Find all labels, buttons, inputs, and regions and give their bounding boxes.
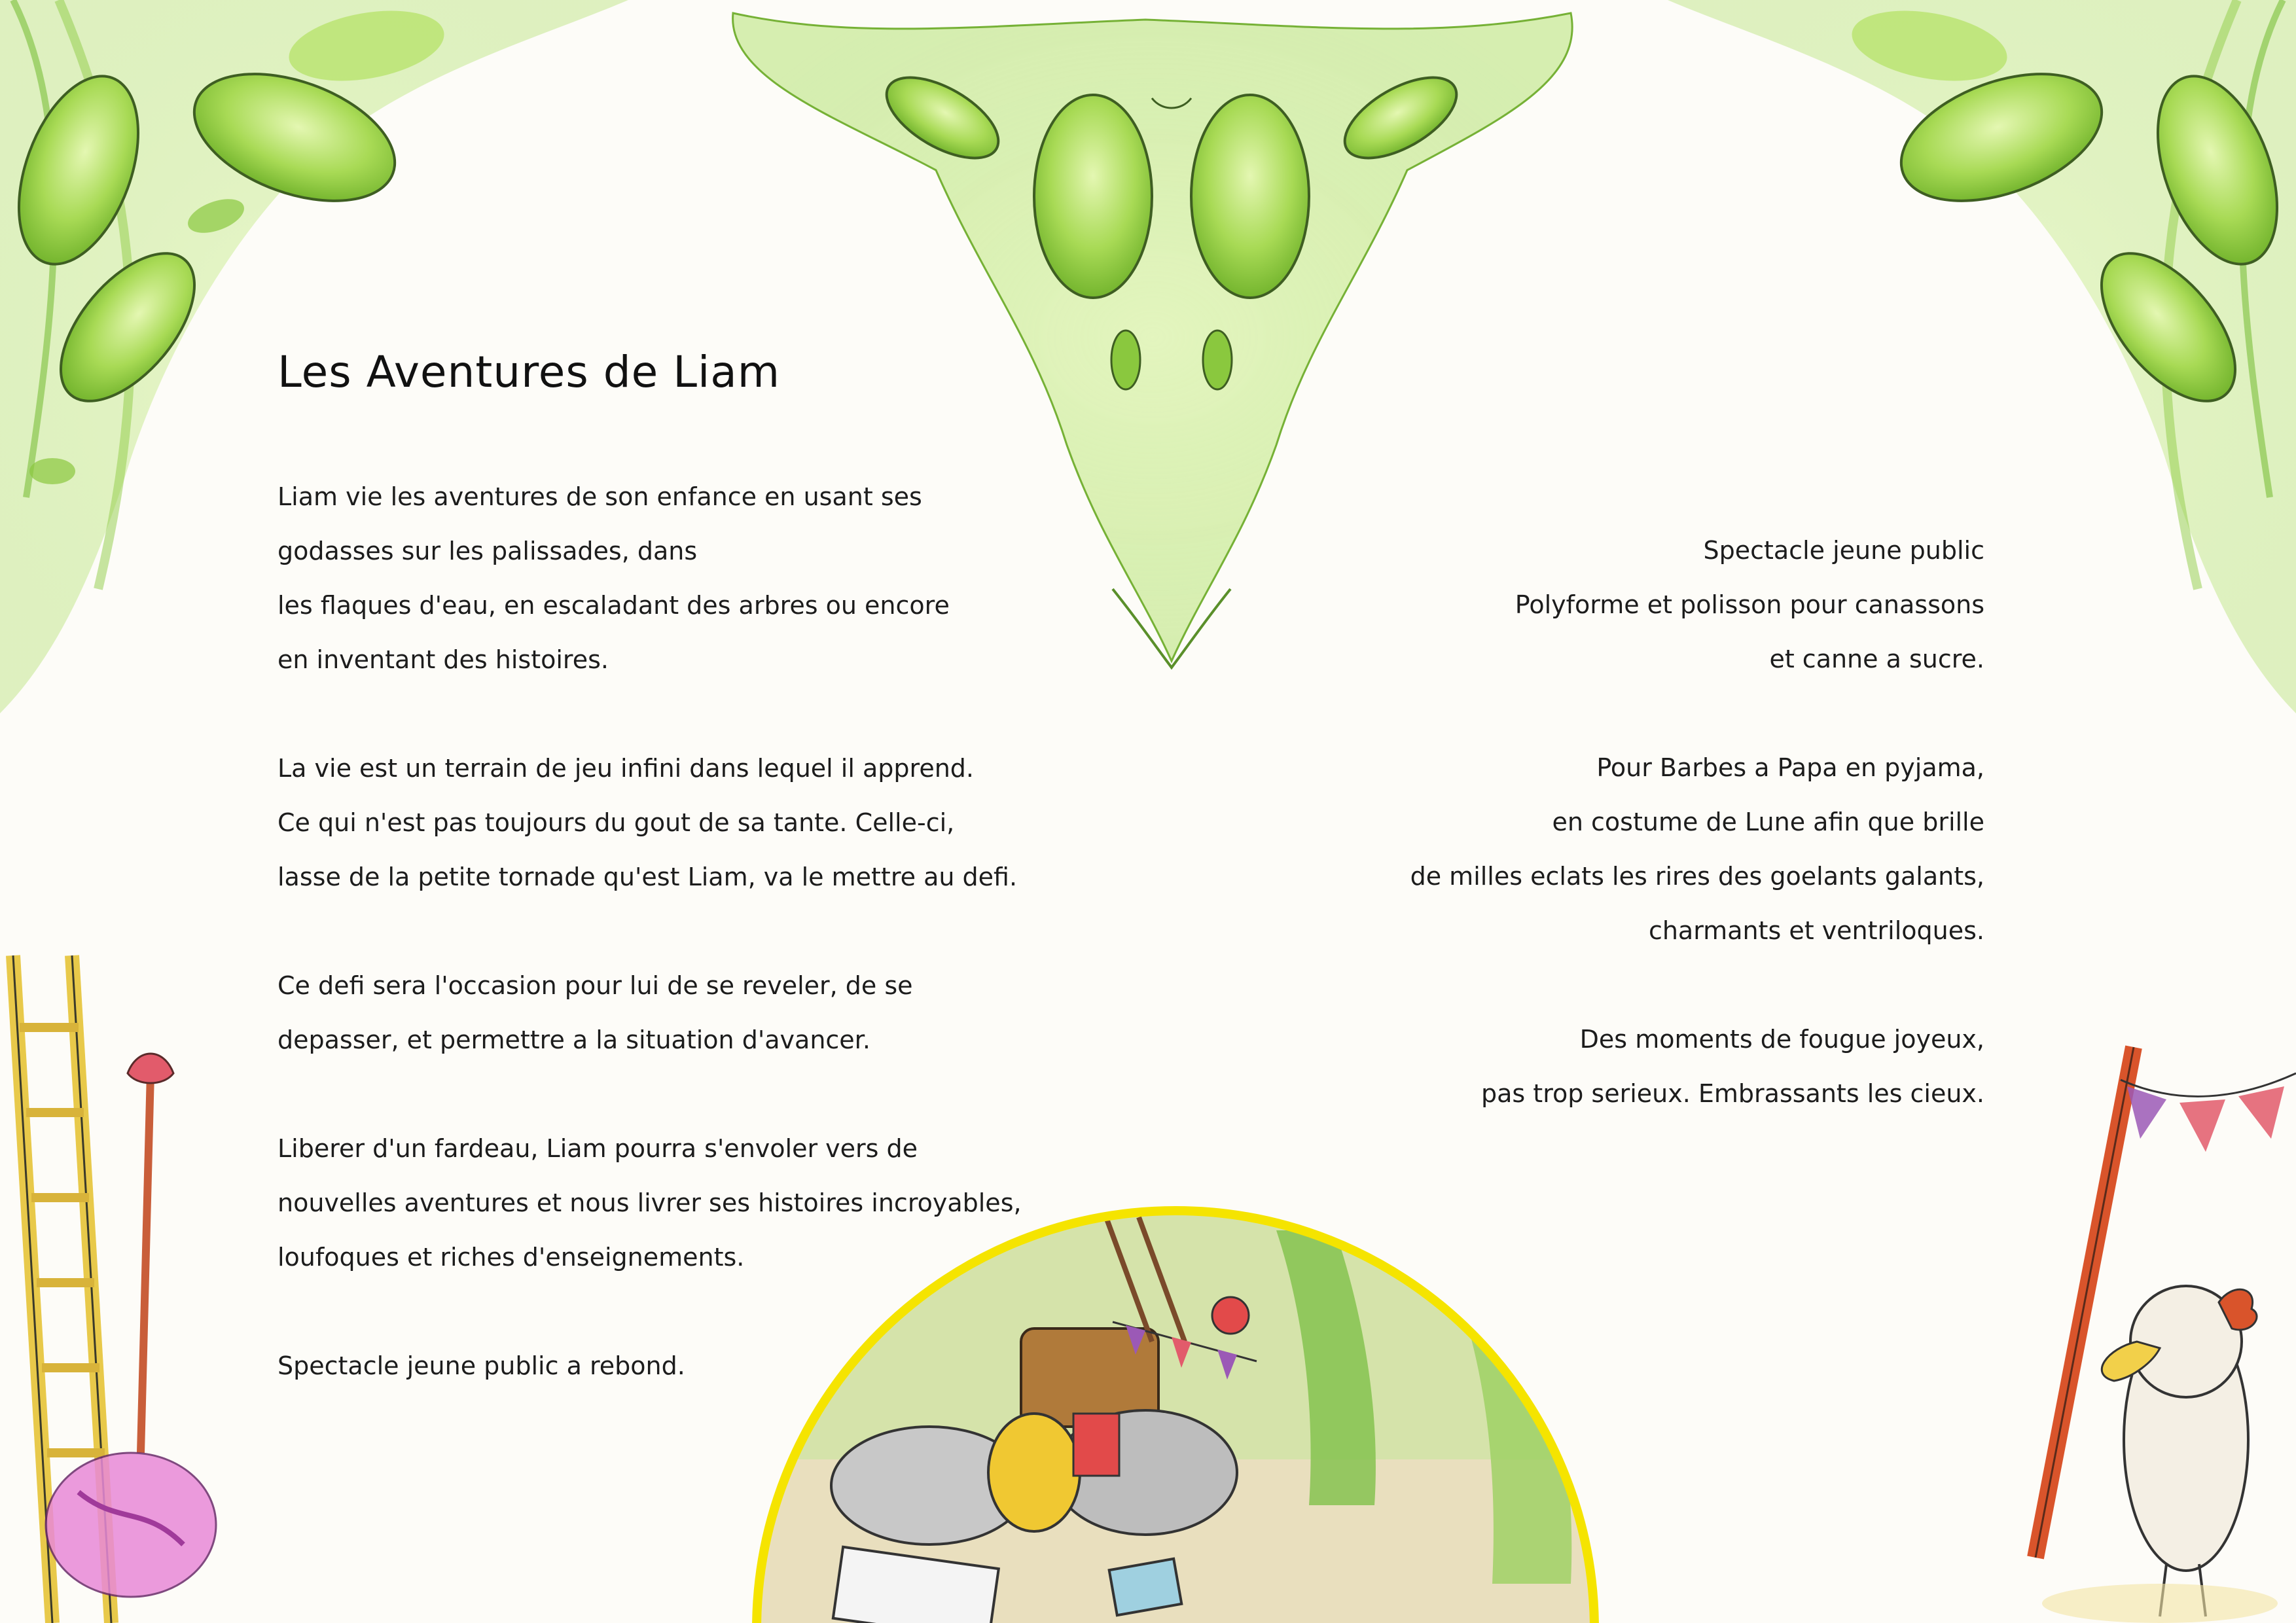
text-line: Des moments de fougue joyeux, <box>1579 1025 1984 1054</box>
text-line: Ce defi sera l'occasion pour lui de se reveler, de se <box>278 971 913 1000</box>
text-line: les flaques d'eau, en escaladant des arbres ou encore <box>278 591 950 620</box>
text-line: depasser, et permettre a la situation d'avancer. <box>278 1026 870 1054</box>
text-line: Liam vie les aventures de son enfance en usant ses <box>278 482 922 511</box>
bunting-and-bird-illustration <box>2036 1047 2296 1623</box>
poem-stanza <box>1134 1012 1984 1121</box>
text-line: pas trop serieux. Embrassants les cieux. <box>1481 1079 1984 1108</box>
text-line: en inventant des histoires. <box>278 645 609 674</box>
story-paragraph <box>278 959 1089 1067</box>
text-line: en costume de Lune afin que brille <box>1552 808 1984 836</box>
text-line: Polyforme et polisson pour canassons <box>1515 590 1984 619</box>
text-line: Spectacle jeune public <box>1703 536 1984 565</box>
poem-stanza <box>1134 524 1984 687</box>
text-line: lasse de la petite tornade qu'est Liam, va le mettre au defi. <box>278 863 1018 891</box>
text-line: Pour Barbes a Papa en pyjama, <box>1596 753 1984 782</box>
text-line: loufoques et riches d'enseignements. <box>278 1243 745 1272</box>
text-line: godasses sur les palissades, dans <box>278 537 698 565</box>
text-line: charmants et ventriloques. <box>1648 916 1984 945</box>
story-paragraph <box>278 1339 1089 1393</box>
text-line: et canne a sucre. <box>1769 645 1984 673</box>
story-paragraph <box>278 1122 1089 1285</box>
text-line: nouvelles aventures et nous livrer ses histoires incroyables, <box>278 1188 1022 1217</box>
text-line: La vie est un terrain de jeu infini dans lequel il apprend. <box>278 754 974 783</box>
text-line: Spectacle jeune public a rebond. <box>278 1351 685 1380</box>
text-line: Ce qui n'est pas toujours du gout de sa tante. Celle-ci, <box>278 808 955 837</box>
ladder-illustration <box>13 955 216 1623</box>
story-paragraph <box>278 741 1089 904</box>
text-line: Liberer d'un fardeau, Liam pourra s'envoler vers de <box>278 1134 918 1163</box>
page-title: Les Aventures de Liam <box>278 347 781 397</box>
poem-text-column <box>1134 524 1984 1175</box>
text-line: de milles eclats les rires des goelants galants, <box>1410 862 1984 891</box>
story-text-column <box>278 470 1089 1448</box>
story-paragraph <box>278 470 1089 687</box>
poem-stanza <box>1134 741 1984 958</box>
